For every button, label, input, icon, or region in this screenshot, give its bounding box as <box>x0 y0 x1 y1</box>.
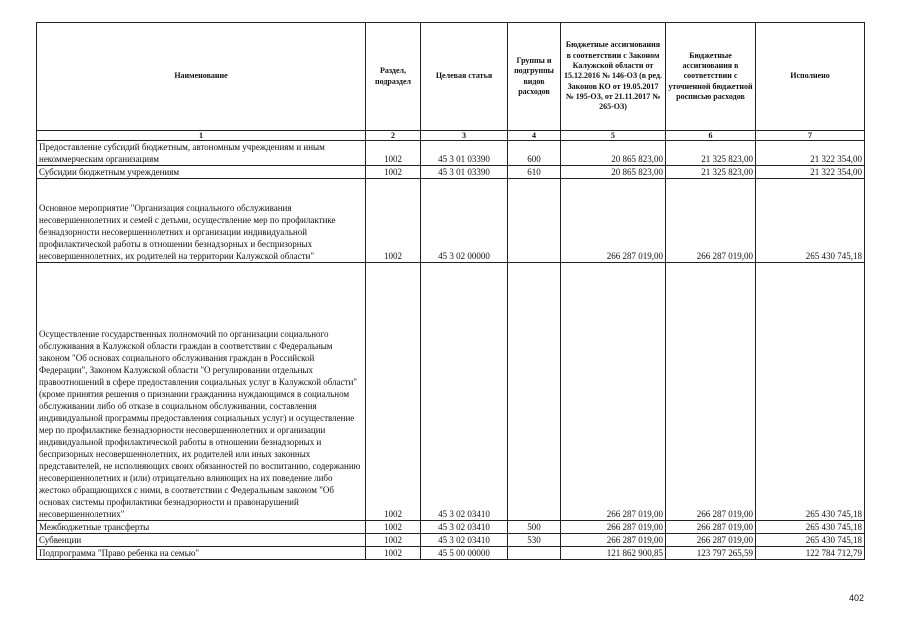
row-group: 530 <box>508 534 561 547</box>
table-row <box>37 547 865 560</box>
row-approved: 20 865 823,00 <box>561 166 666 179</box>
header-section: Раздел, подраздел <box>366 23 421 131</box>
row-approved: 266 287 019,00 <box>561 179 666 263</box>
row-approved: 20 865 823,00 <box>561 141 666 166</box>
row-refined: 266 287 019,00 <box>666 521 756 534</box>
row-target: 45 3 02 00000 <box>421 179 508 263</box>
column-number: 1 <box>37 131 366 141</box>
table-row <box>37 141 865 166</box>
row-executed: 122 784 712,79 <box>756 547 865 560</box>
table-row <box>37 263 865 521</box>
row-refined: 21 325 823,00 <box>666 141 756 166</box>
table-row <box>37 521 865 534</box>
row-executed: 265 430 745,18 <box>756 521 865 534</box>
table-row <box>37 534 865 547</box>
row-name: Осуществление государственных полномочий по организации социального обслуживания в Калужской области граждан в соответствии с Федеральным законом "Об основах социального обслуживания граждан в Российской Федерации", Законом Калужской области "О регулировании отдельных правоотношений в сфере предоставления социальных услуг в Калужской области" (кроме принятия решения о признании гражданина нуждающимся в социальном обслуживании либо об отказе в социальном обслуживании, составления индивидуальной программы предоставления социальных услуг) и осуществление мер по профилактике безнадзорности несовершеннолетних и организации индивидуальной профилактической работы в отношении безнадзорных и беспризорных несовершеннолетних, их родителей или иных законных представителей, не исполняющих своих обязанностей по воспитанию, содержанию несовершеннолетних и (или) отрицательно влияющих на их поведение либо жестоко обращающихся с ними, в соответствии с Федеральным законом "Об основах системы профилактики безнадзорности и правонарушений несовершеннолетних" <box>37 263 366 521</box>
row-target: 45 3 02 03410 <box>421 263 508 521</box>
table-row <box>37 179 865 263</box>
row-executed: 265 430 745,18 <box>756 263 865 521</box>
header-target: Целевая статья <box>421 23 508 131</box>
row-target: 45 3 02 03410 <box>421 534 508 547</box>
column-number: 2 <box>366 131 421 141</box>
column-number: 5 <box>561 131 666 141</box>
row-name: Субвенции <box>37 534 366 547</box>
row-approved: 266 287 019,00 <box>561 521 666 534</box>
row-target: 45 5 00 00000 <box>421 547 508 560</box>
row-name: Основное мероприятие "Организация социального обслуживания несовершеннолетних и семей с детьми, осуществление мер по профилактике безнадзорности несовершеннолетних и организации индивидуальной профилактической работы в отношении безнадзорных и беспризорных несовершеннолетних, их родителей на территории Калужской области" <box>37 179 366 263</box>
row-refined: 21 325 823,00 <box>666 166 756 179</box>
table-row <box>37 166 865 179</box>
row-approved: 266 287 019,00 <box>561 263 666 521</box>
row-executed: 21 322 354,00 <box>756 166 865 179</box>
row-group: 610 <box>508 166 561 179</box>
row-section: 1002 <box>366 521 421 534</box>
header-executed: Исполнено <box>756 23 865 131</box>
row-target: 45 3 01 03390 <box>421 141 508 166</box>
column-number-row <box>37 131 865 141</box>
column-number: 4 <box>508 131 561 141</box>
row-section: 1002 <box>366 263 421 521</box>
row-name: Подпрограмма "Право ребенка на семью" <box>37 547 366 560</box>
row-group <box>508 547 561 560</box>
row-executed: 265 430 745,18 <box>756 534 865 547</box>
header-groups: Группы и подгруппы видов расходов <box>508 23 561 131</box>
row-approved: 121 862 900,85 <box>561 547 666 560</box>
row-section: 1002 <box>366 166 421 179</box>
row-target: 45 3 02 03410 <box>421 521 508 534</box>
column-number: 7 <box>756 131 865 141</box>
row-target: 45 3 01 03390 <box>421 166 508 179</box>
row-group: 500 <box>508 521 561 534</box>
row-refined: 123 797 265,59 <box>666 547 756 560</box>
row-section: 1002 <box>366 534 421 547</box>
row-group: 600 <box>508 141 561 166</box>
page-number: 402 <box>849 593 865 603</box>
budget-table <box>36 22 865 560</box>
column-number: 6 <box>666 131 756 141</box>
row-executed: 265 430 745,18 <box>756 179 865 263</box>
row-group <box>508 179 561 263</box>
header-row <box>37 23 865 131</box>
row-name: Предоставление субсидий бюджетным, автономным учреждениям и иным некоммерческим организациям <box>37 141 366 166</box>
row-section: 1002 <box>366 547 421 560</box>
row-refined: 266 287 019,00 <box>666 534 756 547</box>
header-refined: Бюджетные ассигнования в соответствии с уточненной бюджетной росписью расходов <box>666 23 756 131</box>
row-refined: 266 287 019,00 <box>666 263 756 521</box>
row-group <box>508 263 561 521</box>
row-section: 1002 <box>366 179 421 263</box>
row-executed: 21 322 354,00 <box>756 141 865 166</box>
row-name: Субсидии бюджетным учреждениям <box>37 166 366 179</box>
row-name: Межбюджетные трансферты <box>37 521 366 534</box>
header-approved: Бюджетные ассигнования в соответствии с Законом Калужской области от 15.12.2016 № 146-ОЗ (в ред. Законов КО от 19.05.2017 № 195-ОЗ, от 21.11.2017 № 265-ОЗ) <box>561 23 666 131</box>
column-number: 3 <box>421 131 508 141</box>
row-approved: 266 287 019,00 <box>561 534 666 547</box>
row-section: 1002 <box>366 141 421 166</box>
header-name: Наименование <box>37 23 366 131</box>
row-refined: 266 287 019,00 <box>666 179 756 263</box>
